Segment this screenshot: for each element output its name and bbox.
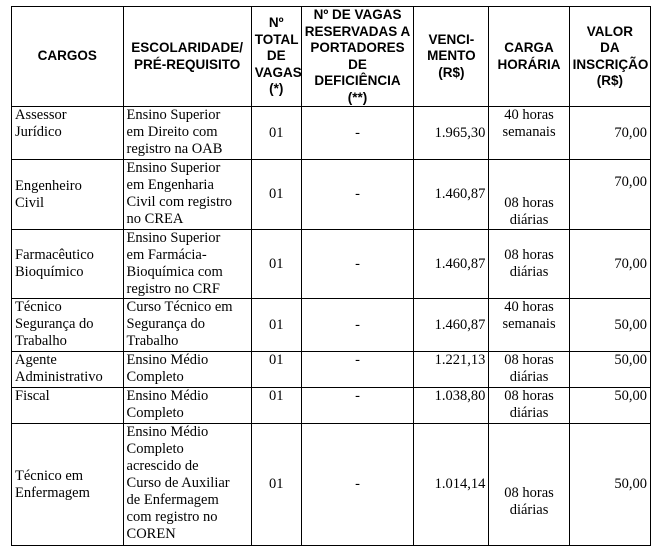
cell-vencimento: 1.460,87 xyxy=(414,230,489,299)
cell-total-vagas: 01 xyxy=(251,230,301,299)
cell-vencimento: 1.965,30 xyxy=(414,107,489,160)
cell-carga-horaria: 08 horas diárias xyxy=(489,388,569,424)
header-total-vagas: Nº TOTAL DE VAGAS (*) xyxy=(251,7,301,107)
cell-total-vagas: 01 xyxy=(251,107,301,160)
cell-cargo: Engenheiro Civil xyxy=(12,160,124,230)
cell-escolaridade: Ensino Superior em Engenharia Civil com registro no CREA xyxy=(123,160,251,230)
cell-valor-inscricao: 50,00 xyxy=(569,299,650,352)
header-vencimento: VENCI- MENTO (R$) xyxy=(414,7,489,107)
cell-total-vagas: 01 xyxy=(251,299,301,352)
cell-carga-horaria: 08 horas diárias xyxy=(489,160,569,230)
cell-vencimento: 1.038,80 xyxy=(414,388,489,424)
cell-escolaridade: Ensino Médio Completo xyxy=(123,352,251,388)
cell-vagas-reservadas: - xyxy=(301,388,414,424)
cell-escolaridade: Ensino Médio Completo xyxy=(123,388,251,424)
cell-vagas-reservadas: - xyxy=(301,230,414,299)
cell-carga-horaria: 40 horas semanais xyxy=(489,299,569,352)
cell-vencimento: 1.014,14 xyxy=(414,424,489,546)
cell-vencimento: 1.460,87 xyxy=(414,299,489,352)
cell-carga-horaria: 08 horas diárias xyxy=(489,230,569,299)
cell-carga-horaria: 08 horas diárias xyxy=(489,424,569,546)
cell-escolaridade: Ensino Superior em Direito com registro na OAB xyxy=(123,107,251,160)
cell-cargo: Assessor Jurídico xyxy=(12,107,124,160)
cell-escolaridade: Curso Técnico em Segurança do Trabalho xyxy=(123,299,251,352)
table-row xyxy=(12,299,651,352)
table-row xyxy=(12,107,651,160)
header-vagas-reservadas: Nº DE VAGAS RESERVADAS A PORTADORES DE DEFICIÊNCIA (**) xyxy=(301,7,414,107)
cell-valor-inscricao: 50,00 xyxy=(569,352,650,388)
cell-carga-horaria: 08 horas diárias xyxy=(489,352,569,388)
table-row xyxy=(12,388,651,424)
cell-vagas-reservadas: - xyxy=(301,160,414,230)
cell-valor-inscricao: 70,00 xyxy=(569,230,650,299)
cell-total-vagas: 01 xyxy=(251,388,301,424)
cell-valor-inscricao: 50,00 xyxy=(569,388,650,424)
table-row xyxy=(12,230,651,299)
cell-cargo: Fiscal xyxy=(12,388,124,424)
cell-cargo: Agente Administrativo xyxy=(12,352,124,388)
cell-total-vagas: 01 xyxy=(251,352,301,388)
cell-vencimento: 1.460,87 xyxy=(414,160,489,230)
cell-vencimento: 1.221,13 xyxy=(414,352,489,388)
cell-valor-inscricao: 70,00 xyxy=(569,160,650,230)
cell-cargo: Técnico em Enfermagem xyxy=(12,424,124,546)
cell-escolaridade: Ensino Superior em Farmácia- Bioquímica com registro no CRF xyxy=(123,230,251,299)
table-row xyxy=(12,160,651,230)
header-escolaridade: ESCOLARIDADE/ PRÉ-REQUISITO xyxy=(123,7,251,107)
cell-vagas-reservadas: - xyxy=(301,424,414,546)
cell-total-vagas: 01 xyxy=(251,160,301,230)
cell-vagas-reservadas: - xyxy=(301,299,414,352)
table-row xyxy=(12,424,651,546)
cell-valor-inscricao: 70,00 xyxy=(569,107,650,160)
cell-escolaridade: Ensino Médio Completo acrescido de Curso de Auxiliar de Enfermagem com registro no COREN xyxy=(123,424,251,546)
header-valor-inscricao: VALOR DA INSCRIÇÃO (R$) xyxy=(569,7,650,107)
header-carga-horaria: CARGA HORÁRIA xyxy=(489,7,569,107)
table-header-row xyxy=(12,7,651,107)
cell-total-vagas: 01 xyxy=(251,424,301,546)
job-positions-table xyxy=(11,6,651,546)
cell-carga-horaria: 40 horas semanais xyxy=(489,107,569,160)
cell-cargo: Farmacêutico Bioquímico xyxy=(12,230,124,299)
header-cargos: CARGOS xyxy=(12,7,124,107)
cell-valor-inscricao: 50,00 xyxy=(569,424,650,546)
table-row xyxy=(12,352,651,388)
cell-vagas-reservadas: - xyxy=(301,352,414,388)
cell-cargo: Técnico Segurança do Trabalho xyxy=(12,299,124,352)
cell-vagas-reservadas: - xyxy=(301,107,414,160)
